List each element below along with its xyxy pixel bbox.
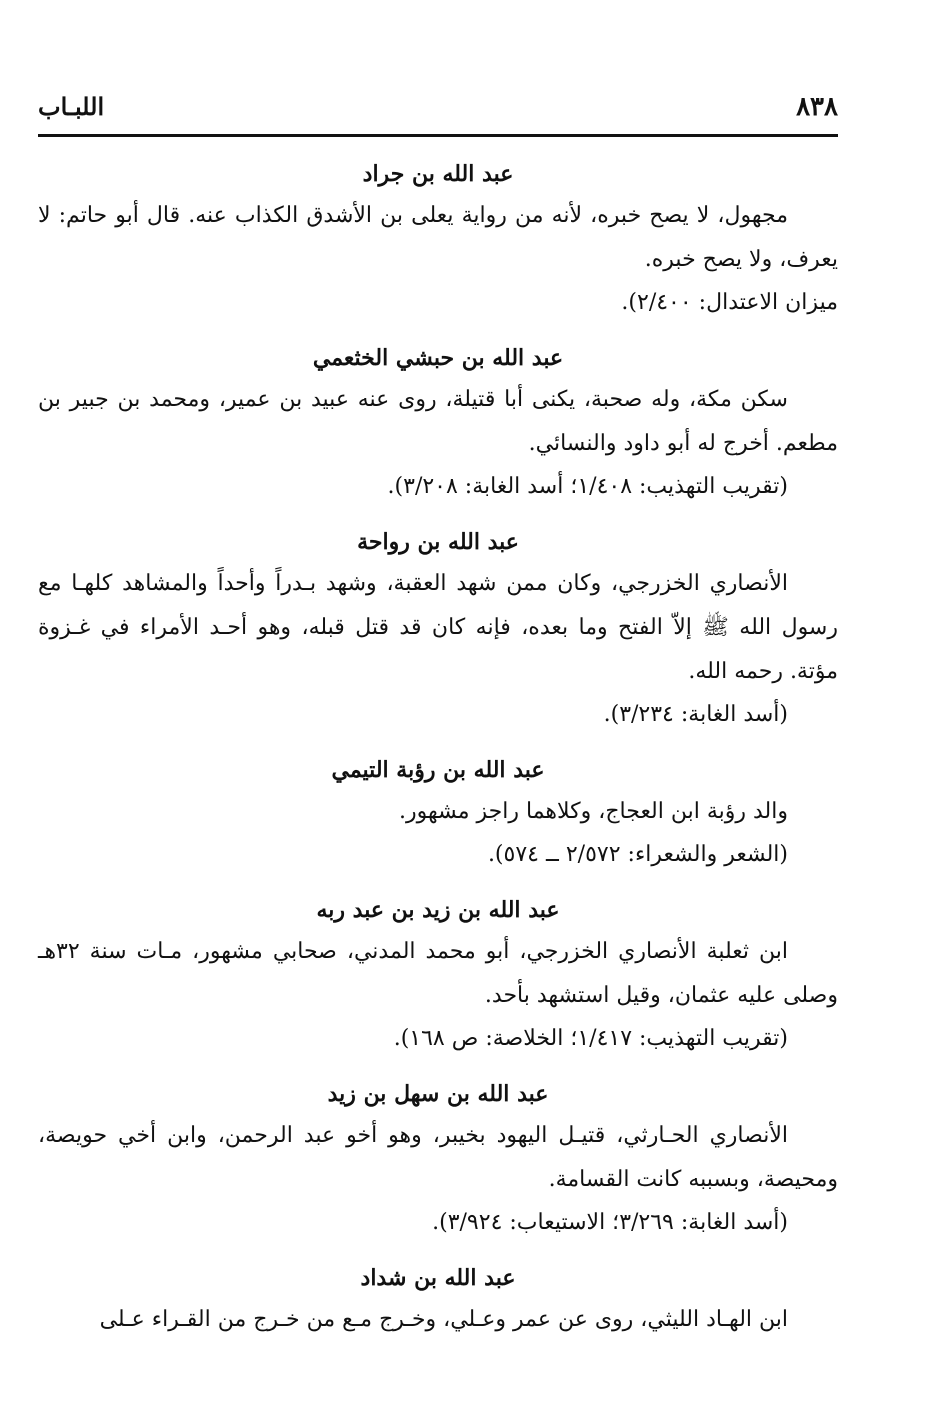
biography-entry bbox=[38, 338, 838, 508]
entry-text: والد رؤبة ابن العجاج، وكلاهما راجز مشهور. bbox=[399, 799, 788, 824]
biography-entry bbox=[38, 1074, 838, 1244]
entry-reference: (تقريب التهذيب: ١/٤٠٨؛ أسد الغابة: ٣/٢٠٨). bbox=[387, 474, 788, 499]
header-rule bbox=[38, 134, 838, 137]
entry-reference: (أسد الغابة: ٣/٢٣٤). bbox=[603, 702, 788, 727]
biography-entry bbox=[38, 1258, 838, 1342]
entry-title: عبد الله بن رؤبة التيمي bbox=[331, 757, 545, 783]
entry-text: ابن الهـاد الليثي، روى عن عمر وعـلي، وخـرج مـع من خـرج من القـراء عـلى bbox=[99, 1307, 788, 1332]
biography-entry bbox=[38, 154, 838, 324]
entry-title: عبد الله بن سهل بن زيد bbox=[327, 1081, 549, 1107]
page-header bbox=[38, 92, 838, 132]
entry-reference: (تقريب التهذيب: ١/٤١٧؛ الخلاصة: ص ١٦٨). bbox=[393, 1026, 788, 1051]
entry-title: عبد الله بن شداد bbox=[360, 1265, 516, 1291]
page-body bbox=[38, 150, 838, 1356]
page-number: ٨٣٨ bbox=[796, 92, 838, 122]
entry-reference: (الشعر والشعراء: ٢/٥٧٢ ــ ٥٧٤). bbox=[487, 842, 788, 867]
entry-text: الأنصاري الخزرجي، وكان ممن شهد العقبة، وشهد بـدراً وأحداً والمشاهد كلهـا مع رسول الله ﷺ إلاّ الفتح وما بعده، فإنه كان قد قتل قبله، وهو أحـد الأمراء في غـزوة مؤتة. رحمه الله. bbox=[38, 571, 838, 684]
biography-entry bbox=[38, 890, 838, 1060]
entry-title: عبد الله بن جراد bbox=[362, 161, 514, 187]
entry-title: عبد الله بن حبشي الخثعمي bbox=[312, 345, 564, 371]
entry-text: مجهول، لا يصح خبره، لأنه من رواية يعلى بن الأشدق الكذاب عنه. قال أبو حاتم: لا يعرف، ولا يصح خبره. bbox=[38, 203, 838, 272]
biography-entry bbox=[38, 750, 838, 876]
running-title: اللبـاب bbox=[38, 92, 105, 121]
entry-text: ابن ثعلبة الأنصاري الخزرجي، أبو محمد المدني، صحابي مشهور، مـات سنة ٣٢هـ وصلى عليه عثمان، وقيل استشهد بأحد. bbox=[38, 939, 838, 1008]
entry-title: عبد الله بن زيد بن عبد ربه bbox=[316, 897, 560, 923]
entry-text: الأنصاري الحـارثي، قتيـل اليهود بخيبر، وهو أخو عبد الرحمن، وابن أخي حويصة، ومحيصة، وبسببه كانت القسامة. bbox=[38, 1123, 838, 1192]
entry-reference: ميزان الاعتدال: ٢/٤٠٠). bbox=[621, 290, 838, 315]
entry-reference: (أسد الغابة: ٣/٢٦٩؛ الاستيعاب: ٣/٩٢٤). bbox=[432, 1210, 788, 1235]
biography-entry bbox=[38, 522, 838, 736]
entry-title: عبد الله بن رواحة bbox=[357, 529, 519, 555]
entry-text: سكن مكة، وله صحبة، يكنى أبا قتيلة، روى عنه عبيد بن عمير، ومحمد بن جبير بن مطعم. أخرج له أبو داود والنسائي. bbox=[38, 387, 838, 456]
